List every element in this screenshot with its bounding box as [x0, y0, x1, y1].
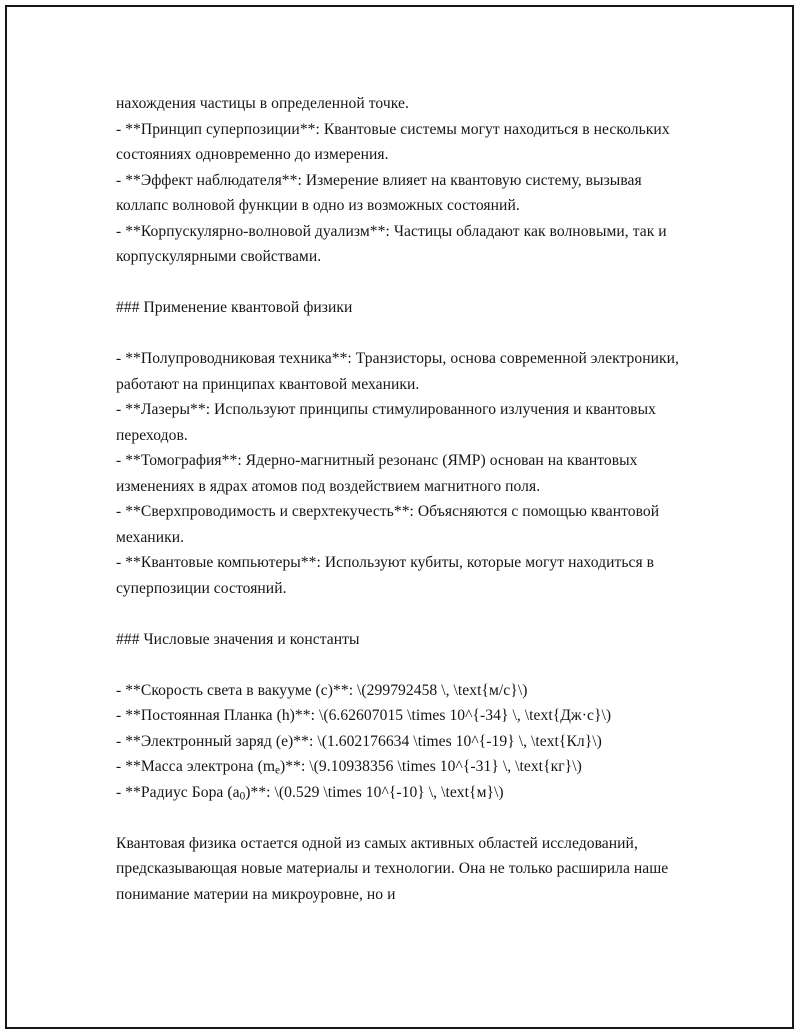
- subscript: e: [275, 764, 281, 777]
- subscript: 0: [239, 789, 246, 802]
- paragraph-spacer: [116, 601, 694, 627]
- document-line: [116, 754, 694, 780]
- line-suffix: )**: \(9.10938356 \times 10^{-31} \, \text{кг}\): [280, 758, 582, 775]
- document-line: ### Применение квантовой физики: [116, 299, 353, 316]
- document-line: - **Постоянная Планка (h)**: \(6.62607015 \times 10^{-34} \, \text{Дж·с}\): [116, 707, 612, 724]
- paragraph-spacer: [116, 270, 694, 296]
- document-page: [5, 5, 794, 1029]
- paragraph-spacer: [116, 321, 694, 347]
- document-line: - **Эффект наблюдателя**: Измерение влияет на квантовую систему, вызывая коллапс волновой функции в одно из возможных состояний.: [116, 171, 646, 214]
- line-prefix: - **Масса электрона (m: [116, 758, 275, 775]
- document-line: - **Принцип суперпозиции**: Квантовые системы могут находиться в нескольких состояниях одновременно до измерения.: [116, 120, 674, 163]
- document-line: [116, 780, 694, 806]
- document-line: - **Полупроводниковая техника**: Транзисторы, основа современной электроники, работают на принципах квантовой механики.: [116, 350, 683, 393]
- document-line: - **Скорость света в вакууме (c)**: \(299792458 \, \text{м/с}\): [116, 681, 528, 699]
- line-prefix: - **Радиус Бора (a: [116, 783, 240, 801]
- document-line: ### Числовые значения и константы: [116, 630, 360, 648]
- document-line: нахождения частицы в определенной точке.: [116, 95, 409, 112]
- document-line: - **Квантовые компьютеры**: Используют кубиты, которые могут находиться в суперпозиции состояний.: [116, 554, 658, 597]
- document-line: - **Томография**: Ядерно-магнитный резонанс (ЯМР) основан на квантовых изменениях в ядрах атомов под воздействием магнитного поля.: [116, 452, 642, 495]
- document-line: - **Корпускулярно-волновой дуализм**: Частицы обладают как волновыми, так и корпускулярными свойствами.: [116, 222, 671, 265]
- paragraph-spacer: [116, 805, 694, 831]
- document-line: - **Лазеры**: Используют принципы стимулированного излучения и квантовых переходов.: [116, 401, 660, 444]
- line-suffix: )**: \(0.529 \times 10^{-10} \, \text{м}\): [245, 783, 504, 801]
- document-line: - **Электронный заряд (e)**: \(1.602176634 \times 10^{-19} \, \text{Кл}\): [116, 732, 602, 750]
- paragraph-spacer: [116, 652, 694, 678]
- document-line: - **Сверхпроводимость и сверхтекучесть**: Объясняются с помощью квантовой механики.: [116, 503, 664, 546]
- document-line: Квантовая физика остается одной из самых активных областей исследований, предсказывающая новые материалы и технологии. Она не только расширила наше понимание материи на микроуровне, но и: [116, 834, 673, 903]
- document-text-column: [116, 91, 694, 907]
